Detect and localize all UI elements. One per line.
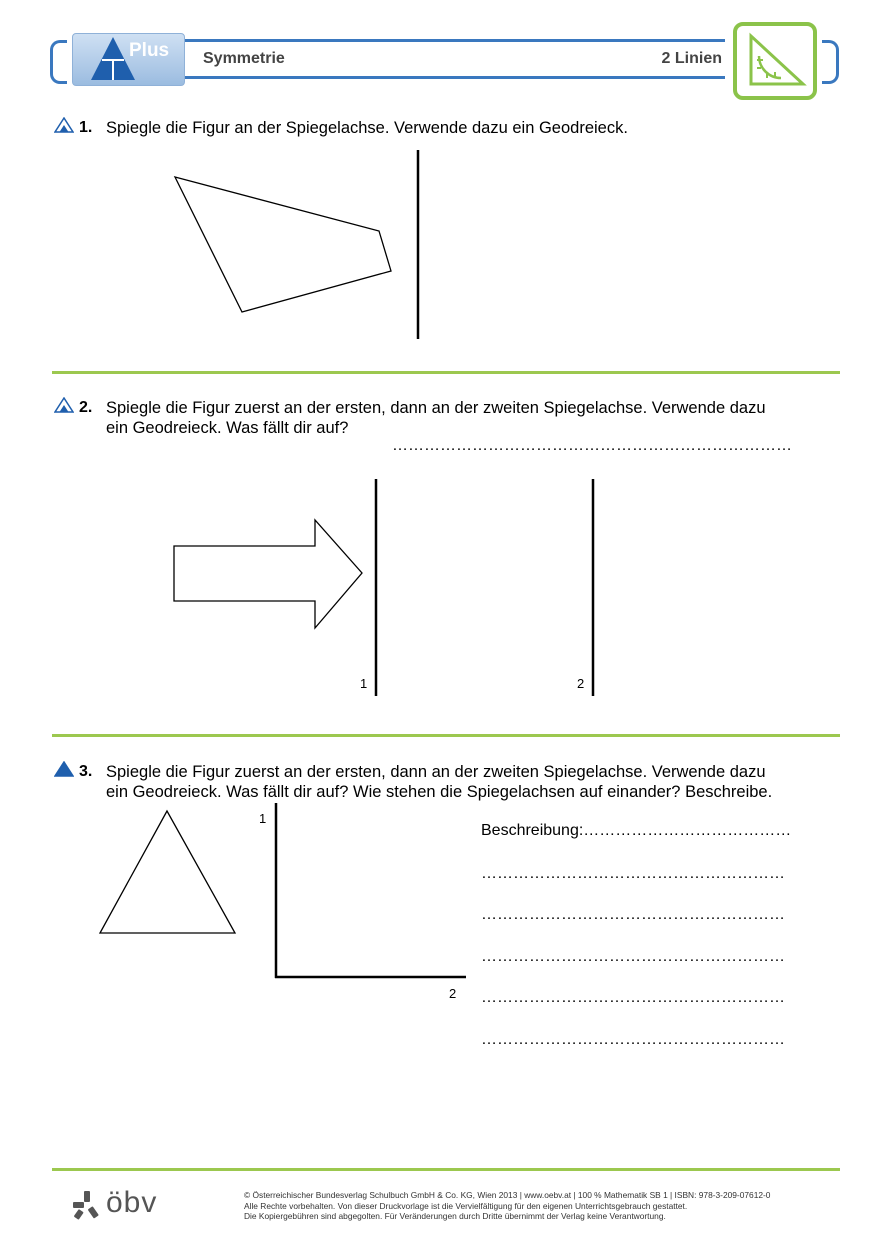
chapter-label: 2 Linien — [661, 50, 722, 67]
task-3-answer-line[interactable]: ………………………………………………… — [481, 1031, 785, 1048]
task-2-axis-1-label: 1 — [360, 676, 368, 691]
task-3-instruction-line1: Spiegle die Figur zuerst an der ersten, dann an der zweiten Spiegelachse. Verwende dazu — [106, 763, 766, 781]
footer-line-2: Alle Rechte vorbehalten. Von dieser Druckvorlage ist die Vervielfältigung für den eigenen Unterrichtsgebrauch gestattet. — [244, 1200, 688, 1211]
task-2-axis-2-label: 2 — [577, 676, 585, 691]
task-3-answer-line[interactable]: ………………………………………………… — [481, 948, 785, 965]
description-dots: ………………………………… — [583, 822, 792, 839]
section-divider-1 — [52, 371, 840, 374]
task-2-number: 2. — [79, 399, 93, 416]
section-divider-2 — [52, 734, 840, 737]
task-2-instruction-line1: Spiegle die Figur zuerst an der ersten, dann an der zweiten Spiegelachse. Verwende dazu — [106, 399, 766, 417]
header-bracket-left — [50, 40, 67, 84]
footer-divider — [52, 1168, 840, 1171]
task-2-answer-line[interactable]: ………………………………………………………………… — [392, 437, 792, 454]
plus-logo-label: Plus — [129, 40, 170, 61]
header-rule-bottom — [185, 76, 725, 79]
difficulty-triangle-icon — [54, 117, 74, 133]
task-3-answer-line[interactable]: ………………………………………………… — [481, 989, 785, 1006]
task-1-instruction: Spiegle die Figur an der Spiegelachse. Verwende dazu ein Geodreieck. — [106, 119, 628, 137]
publisher-star-icon — [72, 1190, 102, 1220]
difficulty-triangle-icon — [54, 397, 74, 413]
footer-line-3: Die Kopiergebühren sind abgegolten. Für Veränderungen durch Dritte übernimmt der Verlag keine Verantwortung. — [244, 1211, 666, 1221]
set-square-icon — [737, 26, 813, 96]
task-3-instruction-line2: ein Geodreieck. Was fällt dir auf? Wie stehen die Spiegelachsen auf einander? Beschreibe. — [106, 783, 773, 801]
difficulty-triangle-filled-icon — [54, 761, 74, 777]
plus-logo — [72, 33, 185, 86]
task-3-axis-2-label: 2 — [449, 986, 457, 1001]
task-3-number: 3. — [79, 763, 93, 780]
task-3-answer-line[interactable]: ………………………………………………… — [481, 906, 785, 923]
task-3-answer-line[interactable]: ………………………………………………… — [481, 865, 785, 882]
publisher-logo: öbv — [106, 1186, 158, 1219]
task-3-triangle — [100, 811, 235, 933]
page-title: Symmetrie — [203, 50, 285, 67]
footer-line-1: © Österreichischer Bundesverlag Schulbuch GmbH & Co. KG, Wien 2013 | www.oebv.at | 100 % Mathematik SB 1 | ISBN: 978-3-209-07612-0 — [244, 1190, 771, 1200]
footer-legal — [244, 1190, 770, 1222]
header-bracket-right — [822, 40, 839, 84]
task-1-number: 1. — [79, 119, 93, 136]
description-label: Beschreibung: — [481, 822, 584, 839]
task-2-instruction-line2: ein Geodreieck. Was fällt dir auf? — [106, 419, 349, 437]
task-2-arrow — [174, 520, 362, 628]
header-rule-top — [185, 39, 725, 42]
task-3-axis-1-label: 1 — [259, 811, 267, 826]
task-3-description[interactable] — [481, 822, 791, 840]
geodreieck-badge — [733, 22, 817, 100]
task-1-quadrilateral — [175, 177, 391, 312]
